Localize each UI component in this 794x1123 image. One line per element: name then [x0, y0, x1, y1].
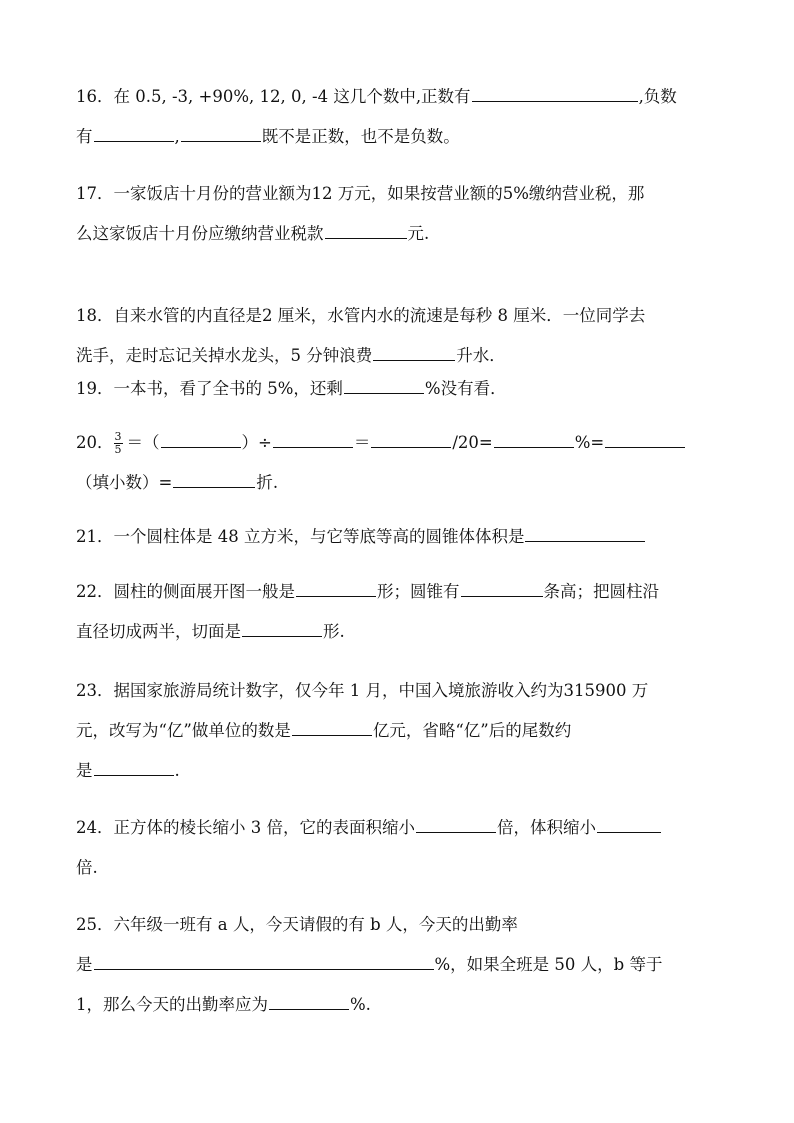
question-24-text-a: 24．正方体的棱长缩小 3 倍，它的表面积缩小 [76, 818, 415, 837]
fraction [114, 431, 123, 456]
question-20 [76, 423, 726, 503]
answer-blank[interactable] [94, 757, 174, 776]
question-21-line-1 [76, 517, 726, 557]
answer-blank[interactable] [269, 991, 349, 1010]
question-25 [76, 905, 726, 1025]
question-20-text-g: （填小数）= [76, 473, 173, 492]
question-19-text-b: %没有看． [424, 379, 507, 398]
question-18-text-a: 洗手，走时忘记关掉水龙头，5 分钟浪费 [76, 346, 373, 365]
question-22 [76, 572, 726, 652]
question-23-text-a: 元，改写为“亿”做单位的数是 [76, 721, 291, 740]
question-20-number: 20． [76, 433, 114, 452]
question-16-text-e: 既不是正数，也不是负数。 [261, 127, 460, 146]
question-20-text-f: %= [574, 433, 605, 452]
question-16-line-1 [76, 77, 726, 117]
question-25-line-3 [76, 985, 726, 1025]
question-23-text-b: 亿元，省略“亿”后的尾数约 [372, 721, 572, 740]
question-24-line-2: 倍. [76, 858, 98, 877]
answer-blank[interactable] [292, 717, 372, 736]
question-16-text-b: ,负数 [638, 87, 677, 106]
fraction-numerator: 3 [114, 430, 122, 443]
question-21-text-a: 21．一个圆柱体是 48 立方米，与它等底等高的圆锥体体积是 [76, 527, 525, 546]
question-23-text-d: . [174, 761, 180, 780]
question-16-text-a: 16．在 0.5, -3, +90%, 12, 0, -4 这几个数中,正数有 [76, 87, 471, 106]
question-20-text-h: 折. [256, 473, 279, 492]
question-18-line-1: 18．自来水管的内直径是2 厘米，水管内水的流速是每秒 8 厘米．一位同学去 [76, 306, 646, 325]
answer-blank[interactable] [273, 429, 353, 448]
question-20-text-e: /20= [452, 433, 493, 452]
answer-blank[interactable] [94, 123, 174, 142]
question-23 [76, 671, 726, 791]
question-22-text-b: 形；圆锥有 [377, 582, 460, 601]
answer-blank[interactable] [325, 220, 407, 239]
answer-blank[interactable] [597, 814, 661, 833]
question-24-line-1 [76, 808, 726, 848]
question-16-text-d: , [174, 127, 180, 146]
question-17-text-a: 么这家饭店十月份应缴纳营业税款 [76, 224, 324, 243]
answer-blank[interactable] [416, 814, 496, 833]
question-22-text-d: 直径切成两半，切面是 [76, 622, 241, 641]
question-17-text-b: 元. [407, 224, 430, 243]
answer-blank[interactable] [344, 375, 424, 394]
question-25-text-d: %. [350, 995, 371, 1014]
answer-blank[interactable] [173, 469, 255, 488]
question-20-text-b: ＝（ [126, 433, 160, 452]
question-23-text-c: 是 [76, 761, 93, 780]
answer-blank[interactable] [525, 523, 645, 542]
question-19-text-a: 19．一本书，看了全书的 5%，还剩 [76, 379, 343, 398]
answer-blank[interactable] [181, 123, 261, 142]
answer-blank[interactable] [461, 578, 543, 597]
question-20-text-d: ＝ [353, 433, 371, 452]
question-24-text-b: 倍，体积缩小 [496, 818, 596, 837]
question-19-line-1 [76, 369, 726, 409]
answer-blank[interactable] [373, 342, 455, 361]
question-22-text-e: 形. [323, 622, 345, 641]
question-16-text-c: 有 [76, 127, 93, 146]
question-24 [76, 808, 726, 888]
question-20-line-1 [76, 423, 726, 463]
question-17-line-2 [76, 214, 726, 254]
answer-blank[interactable] [605, 429, 685, 448]
fraction-denominator: 5 [114, 443, 122, 456]
question-22-text-c: 条高；把圆柱沿 [543, 582, 659, 601]
question-18 [76, 296, 726, 376]
answer-blank[interactable] [472, 83, 638, 102]
answer-blank[interactable] [371, 429, 451, 448]
question-23-line-2 [76, 711, 726, 751]
question-23-line-3 [76, 751, 726, 791]
question-25-text-a: 是 [76, 955, 93, 974]
question-22-text-a: 22．圆柱的侧面展开图一般是 [76, 582, 295, 601]
question-16-line-2 [76, 117, 726, 157]
question-19 [76, 369, 726, 409]
question-25-text-b: %，如果全班是 50 人，b 等于 [434, 955, 663, 974]
question-17-line-1: 17．一家饭店十月份的营业额为12 万元，如果按营业额的5%缴纳营业税，那 [76, 184, 645, 203]
question-25-line-2 [76, 945, 726, 985]
answer-blank[interactable] [94, 951, 434, 970]
answer-blank[interactable] [242, 618, 322, 637]
question-20-line-2 [76, 463, 726, 503]
question-22-line-1 [76, 572, 726, 612]
answer-blank[interactable] [161, 429, 241, 448]
question-25-text-c: 1，那么今天的出勤率应为 [76, 995, 268, 1014]
question-20-text-c: ）÷ [241, 433, 272, 452]
question-22-line-2 [76, 612, 726, 652]
question-21 [76, 517, 726, 557]
question-17 [76, 174, 726, 254]
question-25-line-1: 25．六年级一班有 a 人，今天请假的有 b 人，今天的出勤率 [76, 915, 518, 934]
answer-blank[interactable] [296, 578, 376, 597]
question-23-line-1: 23．据国家旅游局统计数字，仅今年 1 月，中国入境旅游收入约为315900 万 [76, 681, 649, 700]
question-18-text-b: 升水． [456, 346, 506, 365]
question-16 [76, 77, 726, 157]
answer-blank[interactable] [494, 429, 574, 448]
